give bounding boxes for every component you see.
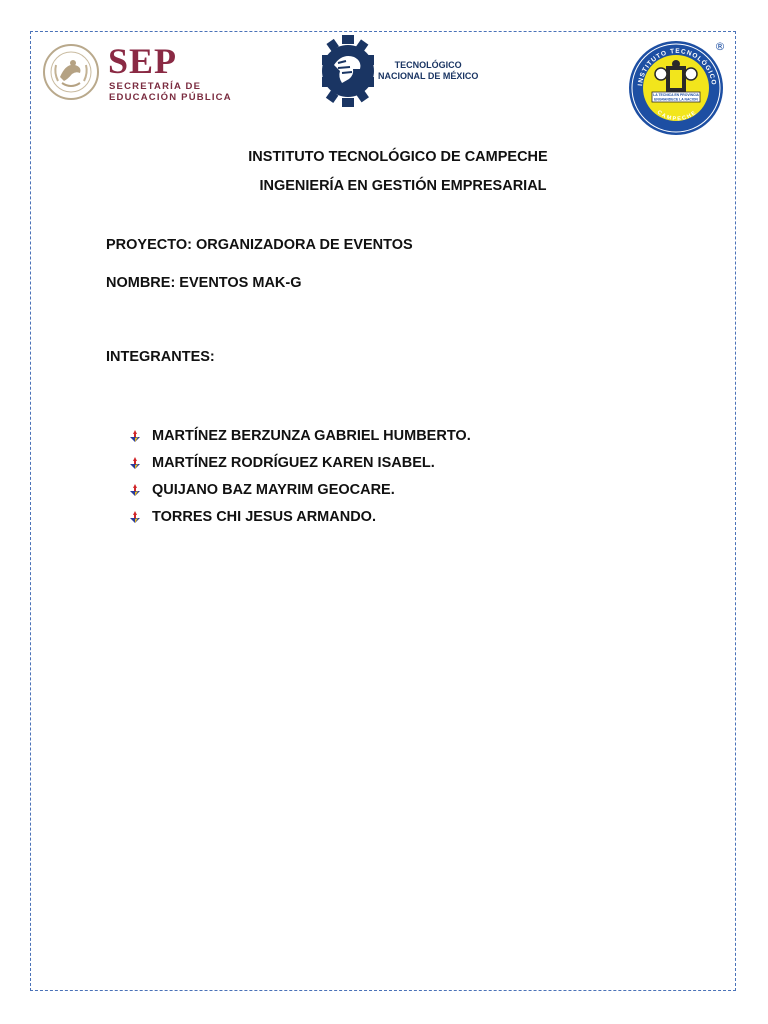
list-item (128, 476, 471, 503)
sep-subtitle-line1: SECRETARÍA DE (109, 81, 202, 92)
itc-seal-bottom-text: CAMPECHE (655, 109, 699, 123)
member-name: TORRES CHI JESUS ARMANDO. (152, 508, 376, 525)
name-line: NOMBRE: EVENTOS MAK-G (106, 275, 302, 291)
tecnm-line1: TECNOLÓGICO (394, 60, 462, 70)
tecnm-gear-icon (320, 35, 376, 107)
itc-motto-line1: LA TECNICA EN PROVINCIA (653, 93, 699, 97)
registered-mark: ® (714, 40, 726, 53)
list-item (128, 503, 471, 530)
sep-logo (42, 40, 232, 104)
arrow-bullet-icon (128, 510, 142, 524)
project-line: PROYECTO: ORGANIZADORA DE EVENTOS (106, 237, 413, 253)
member-name: MARTÍNEZ BERZUNZA GABRIEL HUMBERTO. (152, 427, 471, 444)
members-list (128, 422, 471, 530)
mexico-seal-icon (42, 43, 100, 101)
list-item (128, 449, 471, 476)
list-item (128, 422, 471, 449)
member-name: QUIJANO BAZ MAYRIM GEOCARE. (152, 481, 395, 498)
tecnm-wordmark (378, 60, 478, 82)
member-name: MARTÍNEZ RODRÍGUEZ KAREN ISABEL. (152, 454, 435, 471)
arrow-bullet-icon (128, 483, 142, 497)
sep-wordmark: SEP (108, 41, 178, 81)
tecnm-logo (320, 35, 490, 107)
members-label: INTEGRANTES: (106, 349, 215, 365)
sep-subtitle-line2: EDUCACIÓN PÚBLICA (109, 92, 232, 103)
itc-motto-line2: ENGRANDECE LA NACION (654, 97, 698, 102)
arrow-bullet-icon (128, 456, 142, 470)
tecnm-line2: NACIONAL DE MÉXICO (378, 71, 479, 81)
itc-campeche-seal (626, 36, 728, 138)
sep-subtitle (109, 81, 232, 103)
itc-seal-top-text: INSTITUTO TECNOLÓGICO (637, 47, 718, 87)
itc-seal-icon (626, 36, 728, 138)
institution-title: INSTITUTO TECNOLÓGICO DE CAMPECHE (248, 149, 548, 165)
program-title: INGENIERÍA EN GESTIÓN EMPRESARIAL (259, 178, 547, 194)
arrow-bullet-icon (128, 429, 142, 443)
